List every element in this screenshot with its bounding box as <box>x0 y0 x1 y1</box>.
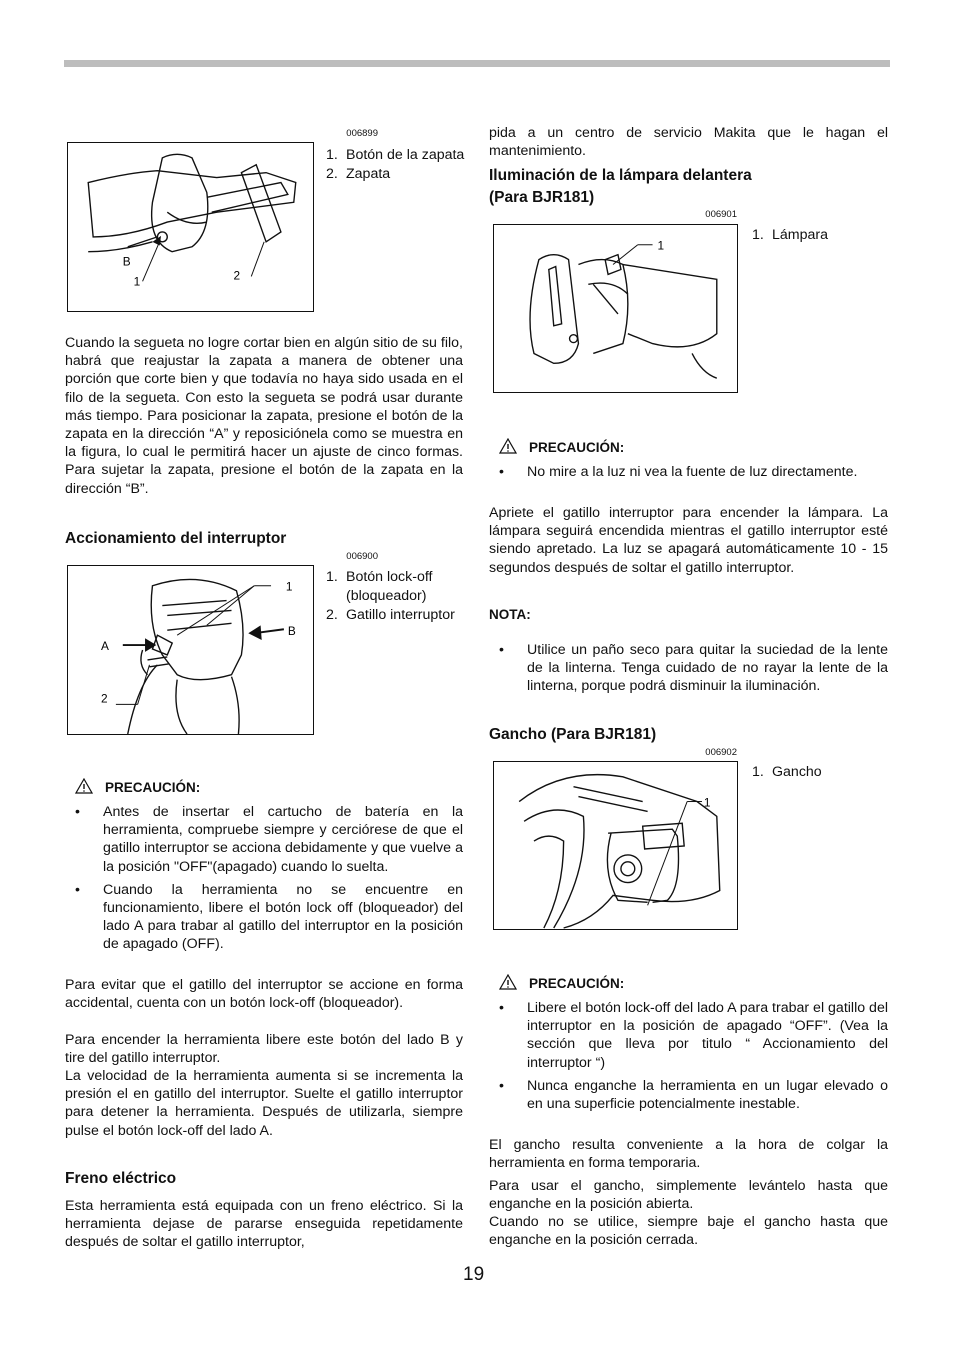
header-rule <box>64 60 890 67</box>
label-b: B <box>122 254 131 269</box>
figure-switch <box>67 565 314 735</box>
saw-shoe-illustration <box>68 143 313 311</box>
legend-item: 2. Gatillo interruptor <box>326 607 455 623</box>
label-1: 1 <box>285 579 293 594</box>
switch-illustration <box>68 566 313 734</box>
figure-lamp <box>493 224 738 393</box>
lamp-illustration <box>494 225 737 392</box>
paragraph: Apriete el gatillo interruptor para encender la lámpara. La lámpara seguirá encendida mientras el gatillo interruptor esté siendo apretado. La luz se apagará automáticamente 10 - 15 segundos después de soltar el gatillo interruptor. <box>489 505 888 576</box>
paragraph: pida a un centro de servicio Makita que le hagan el mantenimiento. <box>489 125 888 160</box>
section-heading: (Para BJR181) <box>489 189 595 206</box>
paragraph: Cuando la segueta no logre cortar bien en algún sitio de su filo, habrá que reajustar la zapata a manera de obtener una porción que corte bien y que todavía no haya sido usada en el filo de la segueta. Con esto la segueta se podrá usar durante más tiempo. Para posicionar la zapata, presione el botón de la zapata en la dirección “A” y reposiciónela como se muestra en la figura, lo cual le permitirá hacer un ajuste de cinco formas. Para sujetar la zapata, presione el botón de la zapata en la dirección “B”. <box>65 335 463 497</box>
section-heading: Iluminación de la lámpara delantera <box>489 167 752 184</box>
label-2: 2 <box>233 268 241 283</box>
caution-heading: PRECAUCIÓN: <box>75 778 200 795</box>
paragraph: El gancho resulta conveniente a la hora de colgar la herramienta en forma temporaria. <box>489 1137 888 1172</box>
figure-legend <box>326 146 466 184</box>
legend-item: 2. Zapata <box>326 166 391 182</box>
paragraph: Cuando no se utilice, siempre baje el gancho hasta que enganche en la posición cerrada. <box>489 1214 888 1249</box>
label-1: 1 <box>657 238 665 253</box>
warning-icon <box>499 974 517 990</box>
paragraph: La velocidad de la herramienta aumenta si se incrementa la presión el en gatillo del interruptor. Suelte el gatillo interruptor para detener la herramienta. Después de utilizarla, siempre pulse el botón lock-off del lado A. <box>65 1068 463 1139</box>
label-b: B <box>287 624 296 639</box>
legend-item: 1. Gancho <box>752 764 822 780</box>
legend-item: 1. Lámpara <box>752 227 828 243</box>
label-1: 1 <box>133 274 141 289</box>
paragraph: Para evitar que el gatillo del interruptor se accione en forma accidental, cuenta con un botón lock-off (bloqueador). <box>65 977 463 1012</box>
paragraph: Para encender la herramienta libere este botón del lado B y tire del gatillo interruptor. <box>65 1032 463 1067</box>
section-heading: Freno eléctrico <box>65 1170 177 1187</box>
caution-heading: PRECAUCIÓN: <box>499 974 624 991</box>
list-item: • Nunca enganche la herramienta en un lugar elevado o en una superficie potencialmente inestable. <box>489 1077 888 1113</box>
page-number: 19 <box>463 1264 485 1285</box>
label-1: 1 <box>703 795 711 810</box>
legend-item: 1. Botón de la zapata <box>326 147 465 163</box>
warning-icon <box>499 438 517 454</box>
figure-code: 006901 <box>705 209 737 220</box>
figure-legend <box>326 568 466 625</box>
hook-illustration <box>494 762 737 929</box>
paragraph: Para usar el gancho, simplemente levántelo hasta que enganche en la posición abierta. <box>489 1178 888 1213</box>
figure-code: 006902 <box>705 747 737 758</box>
list-item: • Libere el botón lock-off del lado A para trabar el gatillo del interruptor en la posición de apagado “OFF”. (Vea la sección que lleva por titulo “ Accionamiento del interruptor “) <box>489 999 888 1072</box>
figure-legend <box>752 763 888 782</box>
list-item: • Utilice un paño seco para quitar la suciedad de la lente de la linterna. Tenga cuidado de no rayar la lente de la linterna, porque podrá disminuir la iluminación. <box>489 641 888 696</box>
list-item: • Cuando la herramienta no se encuentre en funcionamiento, libere el botón lock off (bloqueador) del lado A para trabar al gatillo del interruptor en la posición de apagado (OFF). <box>65 881 463 954</box>
label-a: A <box>101 639 109 653</box>
figure-shoe-adjustment <box>67 142 314 312</box>
paragraph: Esta herramienta está equipada con un freno eléctrico. Si la herramienta dejase de pararse enseguida repetidamente después de soltar el gatillo interruptor, <box>65 1198 463 1251</box>
note-heading: NOTA: <box>489 607 531 622</box>
section-heading: Gancho (Para BJR181) <box>489 726 657 743</box>
caution-list <box>65 803 463 959</box>
note-list <box>489 641 888 701</box>
list-item: • No mire a la luz ni vea la fuente de luz directamente. <box>489 463 888 481</box>
section-heading: Accionamiento del interruptor <box>65 530 287 547</box>
label-2: 2 <box>101 691 108 706</box>
caution-list <box>489 999 888 1118</box>
figure-code: 006900 <box>346 551 378 562</box>
caution-heading: PRECAUCIÓN: <box>499 438 624 455</box>
figure-code: 006899 <box>346 128 378 139</box>
warning-icon <box>75 778 93 794</box>
figure-legend <box>752 226 888 245</box>
list-item: • Antes de insertar el cartucho de batería en la herramienta, compruebe siempre y cerciórese de que el gatillo interruptor se acciona debidamente y que vuelve a la posición "OFF"(apagado) cuando lo suelta. <box>65 803 463 876</box>
figure-hook <box>493 761 738 930</box>
caution-list <box>489 463 888 486</box>
legend-item: 1. Botón lock-off (bloqueador) <box>326 569 433 604</box>
